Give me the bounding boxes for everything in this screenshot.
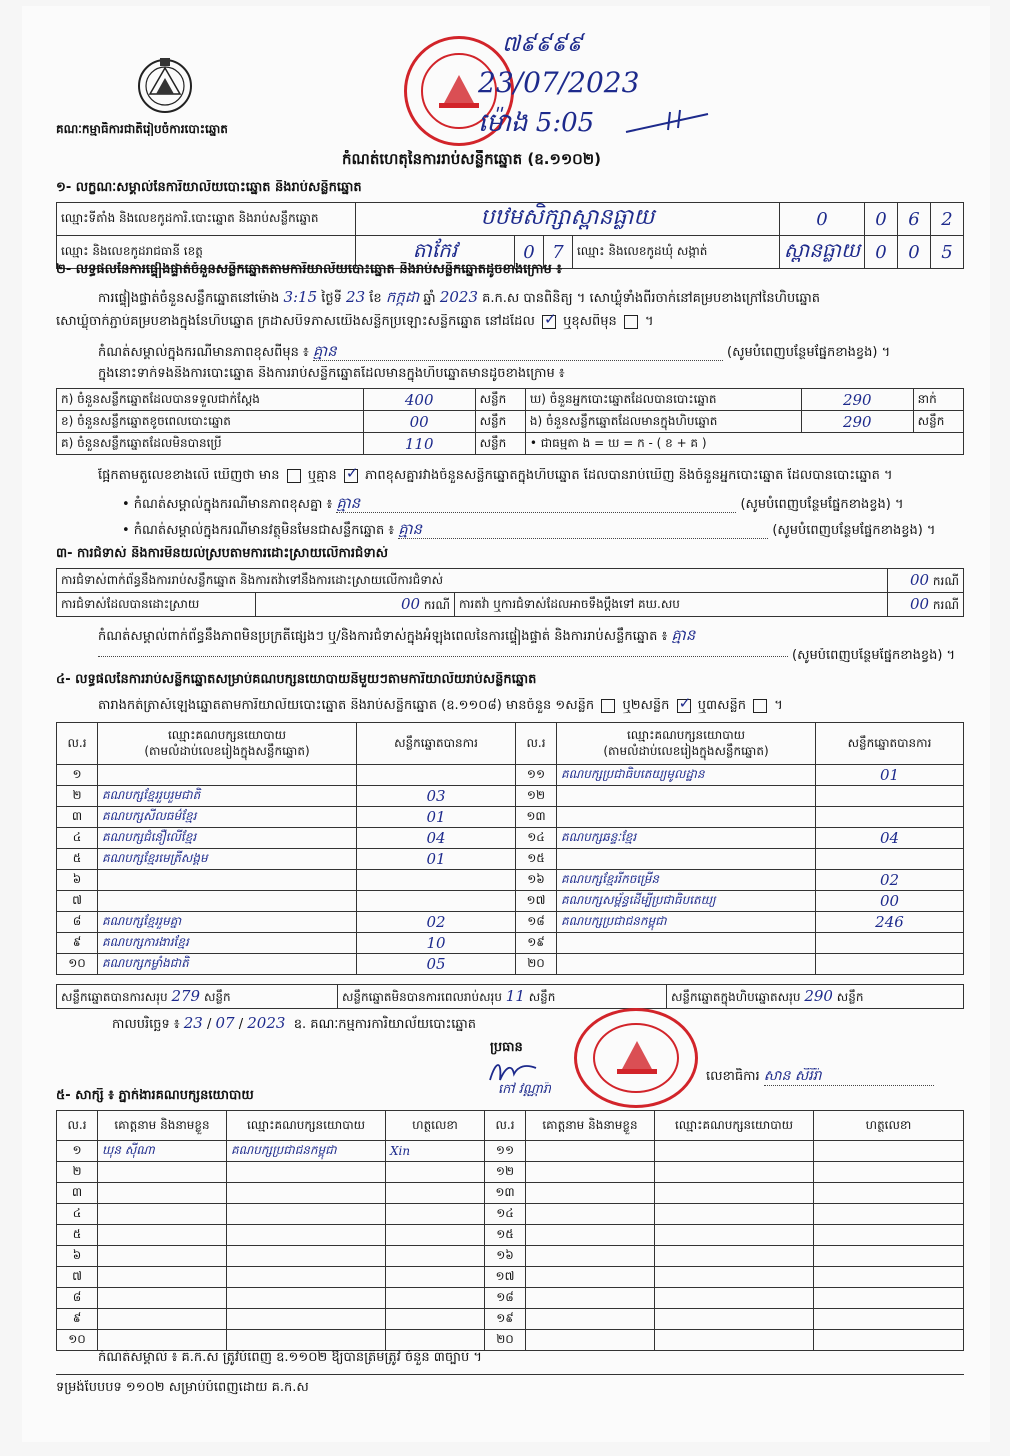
- witness-name: [526, 1246, 655, 1267]
- row-no: ៩: [57, 933, 98, 954]
- witness-party: [655, 1246, 814, 1267]
- row-no: ១០: [57, 954, 98, 975]
- row-no: ១៨: [516, 912, 557, 933]
- witness-name: [98, 1267, 227, 1288]
- witness-row: [57, 1330, 964, 1351]
- w-row-no: ១៤: [485, 1204, 526, 1225]
- party-name: [557, 807, 816, 828]
- witness-name: [526, 1141, 655, 1162]
- party-votes: 04: [816, 828, 964, 849]
- votes-row: [57, 786, 964, 807]
- party-votes: [816, 933, 964, 954]
- witness-party: [655, 1309, 814, 1330]
- row-no: ១៣: [516, 807, 557, 828]
- w-row-no: ៧: [57, 1267, 98, 1288]
- witness-sign: [814, 1309, 964, 1330]
- party-name: គណបក្សខ្មែររួមគ្នា: [98, 912, 357, 933]
- org-name: គណៈកម្មាធិការជាតិរៀបចំការបោះឆ្នោត: [56, 122, 228, 136]
- row2-code-b-3: 5: [931, 236, 964, 269]
- party-votes: 05: [357, 954, 516, 975]
- party-votes: [816, 807, 964, 828]
- witness-sign: [814, 1330, 964, 1351]
- section4-title: ៤- លទ្ធផលនៃការរាប់សន្លឹកឆ្នោតសម្រាប់គណបក្សនយោបាយនីមួយៗតាមការិយាល័យរាប់សន្លឹកឆ្នោត: [56, 672, 537, 687]
- witness-party: [227, 1309, 386, 1330]
- col-no-right: ល.រ: [516, 723, 557, 765]
- witness-row: [57, 1309, 964, 1330]
- row2-label: ឈ្មោះ និងលេខកូដរាជធានី ខេត្ត: [57, 236, 356, 269]
- row1-value: បឋមសិក្សាស្ពានធ្លាយ: [356, 203, 780, 236]
- objection-r2-label-b: ការតវ៉ា ឬការជំទាស់ដែលអាចទឹងប្ដឹងទៅ គឃ.សប: [455, 593, 888, 617]
- w-row-no: ៦: [57, 1246, 98, 1267]
- witness-name: [526, 1162, 655, 1183]
- party-name: គណបក្សសីលធម៌ខ្មែរ: [98, 807, 357, 828]
- witness-row: [57, 1225, 964, 1246]
- party-votes: 04: [357, 828, 516, 849]
- row1-code-2: 0: [865, 203, 898, 236]
- witness-sign: [814, 1246, 964, 1267]
- votes-body: [57, 765, 964, 975]
- section3-note-line: [98, 656, 788, 657]
- kha-value: 00: [363, 411, 475, 433]
- total-valid-cell: សន្លឹកឆ្នោតបានការសរុប 279 សន្លឹក: [57, 985, 338, 1009]
- witness-sign: [814, 1204, 964, 1225]
- w-row-no: ១: [57, 1141, 98, 1162]
- witness-party: [227, 1330, 386, 1351]
- w-row-no: ១០: [57, 1330, 98, 1351]
- note1-line: កំណត់សម្គាល់ក្នុងករណីមានភាពខុសពីមុន ៖ គ្មាន (សូមបំពេញបន្ថែមផ្នែកខាងខ្វង) ។: [98, 342, 891, 360]
- col-no: ល.រ: [57, 723, 98, 765]
- time-value: 3:15: [283, 288, 318, 306]
- party-name: គណបក្សសម្ព័ន្ធដើម្បីប្រជាធិបតេយ្យ: [557, 891, 816, 912]
- formula: • ជាធម្មតា ង = ឃ = ក - ( ខ + គ ): [525, 433, 963, 455]
- form-sheet: [22, 6, 990, 1442]
- party-name: គណបក្សការងារខ្មែរ: [98, 933, 357, 954]
- witness-party: [227, 1162, 386, 1183]
- party-votes: [357, 765, 516, 786]
- row2-label-b: ឈ្មោះ និងលេខកូដឃុំ សង្កាត់: [573, 236, 780, 269]
- witness-party: គណបក្សប្រជាជនកម្ពុជា: [227, 1141, 386, 1162]
- witness-name: ឃុន ស៊ីណា: [98, 1141, 227, 1162]
- nga-label: ង) ចំនួនសន្លឹកឆ្នោតដែលមានក្នុងហិបឆ្នោត: [525, 411, 801, 433]
- witness-sign: [386, 1309, 485, 1330]
- w-row-no: ៥: [57, 1225, 98, 1246]
- objection-r1-label: ការជំទាស់ពាក់ព័ន្ធនឹងការរាប់សន្លឹកឆ្នោត និងការតវ៉ាទៅនឹងការដោះស្រាយលើការជំទាស់: [57, 569, 888, 593]
- row-no: ១១: [516, 765, 557, 786]
- note3-line: • កំណត់សម្គាល់ក្នុងករណីមានវត្ថុមិនមែនជាសន្លឹកឆ្នោត ៖ គ្មាន (សូមបំពេញបន្ថែមផ្នែកខាងខ្វង) ។: [122, 520, 936, 538]
- col-party: ឈ្មោះគណបក្សនយោបាយ (តាមលំដាប់លេខរៀងក្នុងសន្លឹកឆ្នោត): [98, 723, 357, 765]
- witness-row: [57, 1204, 964, 1225]
- row-no: ១៧: [516, 891, 557, 912]
- witness-sign: [814, 1225, 964, 1246]
- objection-r1-cell: 00 ករណី: [888, 569, 964, 593]
- row-no: ១៥: [516, 849, 557, 870]
- w-row-no: ៨: [57, 1288, 98, 1309]
- witness-party: [655, 1225, 814, 1246]
- section3-fill-more: (សូមបំពេញបន្ថែមផ្នែកខាងខ្វង) ។: [792, 648, 956, 663]
- w-col-name-right: គោត្តនាម និងនាមខ្លួន: [526, 1111, 655, 1141]
- row1-label: ឈ្មោះទីតាំង និងលេខកូដការិ.បោះឆ្នោត និងរាប់សន្លឹកឆ្នោត: [57, 203, 356, 236]
- w-row-no: ១១: [485, 1141, 526, 1162]
- diff-no-checkbox[interactable]: ✓: [345, 468, 359, 482]
- row-no: ១២: [516, 786, 557, 807]
- witness-name: [98, 1309, 227, 1330]
- votes-row: [57, 933, 964, 954]
- votes-row: [57, 765, 964, 786]
- section5-title: ៥- សាក្សី ៖ ភ្នាក់ងារគណបក្សនយោបាយ: [56, 1088, 254, 1103]
- stamp-receipt-time: ម៉ោង 5:05: [478, 108, 595, 138]
- row2-code-2: 7: [544, 236, 573, 269]
- witness-party: [227, 1204, 386, 1225]
- witness-party: [655, 1204, 814, 1225]
- chair-label: ប្រធាន: [490, 1040, 523, 1055]
- stamp-receipt-number: ៧៩៩៩៩: [502, 32, 583, 57]
- row-no: ៦: [57, 870, 98, 891]
- party-name: [98, 765, 357, 786]
- witness-body: [57, 1141, 964, 1351]
- row-no: ៣: [57, 807, 98, 828]
- witness-row: [57, 1246, 964, 1267]
- secretary-name: សាន សិរីរ៉ា: [764, 1068, 934, 1086]
- ko-label: គ) ចំនួនសន្លឹកឆ្នោតដែលមិនបានប្រើ: [57, 433, 364, 455]
- note1-value: គ្មាន: [313, 342, 723, 361]
- witness-party: [227, 1288, 386, 1309]
- party-name: គណបក្សប្រជាធិបតេយ្យមូលដ្ឋាន: [557, 765, 816, 786]
- witness-sign: [386, 1330, 485, 1351]
- party-name: [557, 954, 816, 975]
- party-votes: 03: [357, 786, 516, 807]
- party-votes: 01: [357, 849, 516, 870]
- party-votes: 01: [357, 807, 516, 828]
- witness-sign: [814, 1162, 964, 1183]
- witness-row: [57, 1183, 964, 1204]
- one-sheet-checkbox[interactable]: [601, 699, 615, 713]
- note2-value: គ្មាន: [336, 494, 736, 513]
- party-name: គណបក្សជំនឿលើខ្មែរ: [98, 828, 357, 849]
- witness-party: [227, 1246, 386, 1267]
- w-col-party: ឈ្មោះគណបក្សនយោបាយ: [227, 1111, 386, 1141]
- objection-r2-label: ការជំទាស់ដែលបានដោះស្រាយ: [57, 593, 256, 617]
- party-name: គណបក្សឆន្ទៈខ្មែរ: [557, 828, 816, 849]
- votes-row: [57, 954, 964, 975]
- row-no: ២០: [516, 954, 557, 975]
- witness-table: [56, 1110, 964, 1351]
- witness-name: [98, 1183, 227, 1204]
- witness-name: [98, 1162, 227, 1183]
- col-votes-right: សន្លឹកឆ្នោតបានការ: [816, 723, 964, 765]
- witness-name: [98, 1246, 227, 1267]
- party-votes: [816, 954, 964, 975]
- unchanged-checkbox[interactable]: ✓: [543, 314, 557, 328]
- row-no: ២: [57, 786, 98, 807]
- section3-note: កំណត់សម្គាល់ពាក់ព័ន្ធនឹងភាពមិនប្រក្រតីផ្សេងៗ ឬ/និងការជំទាស់ក្នុងអំឡុងពេលនៃការផ្ទៀងផ្ទាត់ និងការរាប់សន្លឹកឆ្នោត ៖ គ្មាន: [98, 626, 696, 644]
- row-no: ៤: [57, 828, 98, 849]
- w-col-sign-right: ហត្ថលេខា: [814, 1111, 964, 1141]
- ka-value: 400: [363, 389, 475, 411]
- form-title: កំណត់ហេតុនៃការរាប់សន្លឹកឆ្នោត (ឧ.១១០២): [342, 150, 602, 168]
- witness-party: [655, 1162, 814, 1183]
- witness-sign: [386, 1204, 485, 1225]
- witness-row: [57, 1162, 964, 1183]
- w-row-no: ៣: [57, 1183, 98, 1204]
- row2-code-1: 0: [515, 236, 544, 269]
- witness-party: [655, 1330, 814, 1351]
- witness-sign: [386, 1267, 485, 1288]
- objection-table: ការជំទាស់ពាក់ព័ន្ធនឹងការរាប់សន្លឹកឆ្នោត និងការតវ៉ាទៅនឹងការដោះស្រាយលើការជំទាស់ 00 ករណី ការជំទាស់ដែលបានដោះស្រាយ 00 ករណី ការតវ៉ា ឬការជំទាស់ដែលអាចទឹងប្ដឹងទៅ គឃ.សប 00 ករណី: [56, 568, 964, 617]
- total-invalid-value: 11: [505, 986, 525, 1005]
- witness-sign: [386, 1225, 485, 1246]
- stamp-strike-icon: [622, 106, 712, 140]
- row2-value-b: ស្ពានធ្លាយ: [779, 236, 864, 269]
- w-row-no: ៤: [57, 1204, 98, 1225]
- col-votes: សន្លឹកឆ្នោតបានការ: [357, 723, 516, 765]
- chair-name: កៅ វណ្ណារ៉ា: [498, 1082, 552, 1097]
- party-name: គណបក្សខ្មែរមេត្រីសង្គម: [98, 849, 357, 870]
- w-col-sign: ហត្ថលេខា: [386, 1111, 485, 1141]
- witness-sign: [814, 1267, 964, 1288]
- votes-row: [57, 849, 964, 870]
- witness-row: [57, 1288, 964, 1309]
- party-name: [98, 870, 357, 891]
- objection-r1-value: 00: [910, 570, 930, 589]
- w-row-no: ២: [57, 1162, 98, 1183]
- row1-code-4: 2: [931, 203, 964, 236]
- votes-table: [56, 722, 964, 975]
- totals-table: [56, 984, 964, 1009]
- witness-name: [98, 1330, 227, 1351]
- ko-value: 110: [363, 433, 475, 455]
- w-row-no: ១២: [485, 1162, 526, 1183]
- footer-rule: [56, 1374, 964, 1375]
- party-name: [557, 786, 816, 807]
- row2-code-b-1: 0: [865, 236, 898, 269]
- row-no: ១៩: [516, 933, 557, 954]
- party-votes: 00: [816, 891, 964, 912]
- witness-party: [227, 1267, 386, 1288]
- witness-name: [98, 1204, 227, 1225]
- w-col-party-right: ឈ្មោះគណបក្សនយោបាយ: [655, 1111, 814, 1141]
- party-votes: 02: [357, 912, 516, 933]
- witness-name: [98, 1288, 227, 1309]
- row-no: ១៦: [516, 870, 557, 891]
- votes-row: [57, 828, 964, 849]
- stamp-receipt-date: 23/07/2023: [478, 66, 640, 99]
- witness-row: [57, 1141, 964, 1162]
- votes-row: [57, 912, 964, 933]
- w-row-no: ៩: [57, 1309, 98, 1330]
- changed-checkbox[interactable]: [624, 315, 638, 329]
- section4-intro: តារាងកត់ត្រាសំឡេងឆ្នោតតាមការិយាល័យបោះឆ្នោត និងរាប់សន្លឹកឆ្នោត (ឧ.១១០៨) មានចំនួន ១សន្លឹក ឬ២សន្លឹក ✓ ឬ៣សន្លឹក ។: [98, 698, 783, 713]
- total-valid-value: 279: [171, 986, 201, 1005]
- witness-sign: [386, 1162, 485, 1183]
- witness-sign: [386, 1288, 485, 1309]
- row1-code-3: 6: [898, 203, 931, 236]
- section2-para2: សោឃ្លុំចាក់ភ្ជាប់គម្របខាងក្នុងនៃហិបឆ្នោត ក្រដាសបិទភាសយើងសន្លឹកប្រឡោះសន្លឹកឆ្នោត នៅដដែល ✓ ឬខុសពីមុន ។: [56, 314, 654, 329]
- w-col-no-right: ល.រ: [485, 1111, 526, 1141]
- party-votes: 10: [357, 933, 516, 954]
- note3-value: គ្មាន: [398, 520, 768, 539]
- section2-para1: ការផ្ទៀងផ្ទាត់ចំនួនសន្លឹកឆ្នោតនៅម៉ោង 3:15 ថ្ងៃទី 23 ខែ កក្កដា ឆ្នាំ 2023 គ.ក.ស បានពិនិត្យ ។ សោឃ្លុំទាំងពីរចាក់នៅគម្របខាងក្រៅនៃហិបឆ្នោត: [98, 288, 821, 306]
- party-votes: [816, 786, 964, 807]
- gha-value: 290: [801, 389, 913, 411]
- witness-name: [526, 1225, 655, 1246]
- witness-party: [227, 1225, 386, 1246]
- w-col-name: គោត្តនាម និងនាមខ្លួន: [98, 1111, 227, 1141]
- party-name: គណបក្សប្រជាជនកម្ពុជា: [557, 912, 816, 933]
- votes-row: [57, 891, 964, 912]
- witness-sign: [814, 1183, 964, 1204]
- secretary-line: លេខាធិការ សាន សិរីរ៉ា: [706, 1068, 934, 1086]
- nga-value: 290: [801, 411, 913, 433]
- note2-line: • កំណត់សម្គាល់ក្នុងករណីមានភាពខុសគ្នា ៖ គ្មាន (សូមបំពេញបន្ថែមផ្នែកខាងខ្វង) ។: [122, 494, 904, 512]
- party-name: [557, 933, 816, 954]
- w-row-no: ១៦: [485, 1246, 526, 1267]
- section2-title: ២- លទ្ធផលនៃការផ្ទៀងផ្ទាត់ចំនួនសន្លឹកឆ្នោតតាមការិយាល័យបោះឆ្នោត និងរាប់សន្លឹកឆ្នោតដូចខាងក្រោម ៖: [56, 262, 562, 277]
- w-row-no: ១៥: [485, 1225, 526, 1246]
- w-row-no: ១៩: [485, 1309, 526, 1330]
- witness-party: [655, 1288, 814, 1309]
- diff-yes-checkbox[interactable]: [287, 469, 301, 483]
- row1-code-1: 0: [779, 203, 864, 236]
- party-name: គណបក្សខ្មែររួបរួមជាតិ: [98, 786, 357, 807]
- witness-party: [655, 1183, 814, 1204]
- witness-name: [526, 1309, 655, 1330]
- objection-r2-value-b: 00: [910, 594, 930, 613]
- party-name: [557, 849, 816, 870]
- party-votes: [357, 870, 516, 891]
- witness-sign: [386, 1183, 485, 1204]
- total-box-value: 290: [804, 986, 833, 1005]
- witness-name: [98, 1225, 227, 1246]
- party-name: [98, 891, 357, 912]
- witness-party: [227, 1183, 386, 1204]
- votes-row: [57, 807, 964, 828]
- row2-value: តាកែវ: [356, 236, 515, 269]
- row-no: ១: [57, 765, 98, 786]
- objection-r2-value: 00: [401, 594, 421, 613]
- witness-sign: [386, 1246, 485, 1267]
- witness-name: [526, 1183, 655, 1204]
- witness-party: [655, 1267, 814, 1288]
- section2-intro: ក្នុងនោះទាក់ទងនឹងការបោះឆ្នោត និងការរាប់សន្លឹកឆ្នោតដែលមានក្នុងហិបឆ្នោតមានដូចខាងក្រោម ៖: [98, 366, 565, 381]
- signing-date: កាលបរិច្ឆេទ ៖ 23 / 07 / 2023 ឧ. គណៈកម្មការការិយាល័យបោះឆ្នោត: [112, 1014, 477, 1032]
- witness-party: [655, 1141, 814, 1162]
- witness-name: [526, 1330, 655, 1351]
- footer-text: ទម្រង់បែបបទ ១១០២ សម្រាប់បំពេញដោយ គ.ក.ស: [56, 1380, 309, 1395]
- total-invalid-cell: សន្លឹកឆ្នោតមិនបានការពេលរាប់សរុប 11 សន្លឹក: [338, 985, 667, 1009]
- result-line: ផ្អែកតាមតួលេខខាងលើ ឃើញថា មាន ឬគ្មាន ✓ ភាពខុសគ្នារវាងចំនួនសន្លឹកឆ្នោតក្នុងហិបឆ្នោត ដែលបានរាប់ឃើញ និងចំនួនអ្នកបោះឆ្នោត ដែលបានបោះឆ្នោត ។: [98, 468, 893, 483]
- year-value: 2023: [439, 288, 478, 306]
- party-votes: 02: [816, 870, 964, 891]
- party-votes: [357, 891, 516, 912]
- month-value: កក្កដា: [385, 288, 420, 306]
- witness-row: [57, 1267, 964, 1288]
- w-row-no: ១៨: [485, 1288, 526, 1309]
- w-row-no: ២០: [485, 1330, 526, 1351]
- row-no: ៧: [57, 891, 98, 912]
- witness-name: [526, 1288, 655, 1309]
- party-name: គណបក្សកម្លាំងជាតិ: [98, 954, 357, 975]
- three-sheet-checkbox[interactable]: [753, 699, 767, 713]
- w-row-no: ១៧: [485, 1267, 526, 1288]
- party-votes: 246: [816, 912, 964, 933]
- votes-row: [57, 870, 964, 891]
- witness-name: [526, 1204, 655, 1225]
- col-party-right: ឈ្មោះគណបក្សនយោបាយ (តាមលំដាប់លេខរៀងក្នុងសន្លឹកឆ្នោត): [557, 723, 816, 765]
- w-col-no: ល.រ: [57, 1111, 98, 1141]
- party-votes: 01: [816, 765, 964, 786]
- row-no: ៥: [57, 849, 98, 870]
- witness-sign: Xin: [386, 1141, 485, 1162]
- kha-label: ខ) ចំនួនសន្លឹកឆ្នោតខូចពេលបោះឆ្នោត: [57, 411, 364, 433]
- witness-sign: [814, 1288, 964, 1309]
- day-value: 23: [346, 288, 366, 306]
- ka-label: ក) ចំនួនសន្លឹកឆ្នោតដែលបានទទួលជាក់ស្ដែង: [57, 389, 364, 411]
- nec-logo-icon: [136, 54, 194, 116]
- section1-table: [56, 202, 964, 269]
- total-box-cell: សន្លឹកឆ្នោតក្នុងហិបឆ្នោតសរុប 290 សន្លឹក: [667, 985, 964, 1009]
- witness-sign: [814, 1141, 964, 1162]
- w-row-no: ១៣: [485, 1183, 526, 1204]
- official-stamp-bottom: [574, 1008, 698, 1108]
- gha-label: ឃ) ចំនួនអ្នកបោះឆ្នោតដែលបានបោះឆ្នោត: [525, 389, 801, 411]
- row-no: ១៤: [516, 828, 557, 849]
- section3-title: ៣- ការជំទាស់ និងការមិនយល់ស្របតាមការដោះស្រាយលើការជំទាស់: [56, 546, 388, 561]
- footnote: កំណត់សម្គាល់ ៖ គ.ក.ស ត្រូវបំពេញ ឧ.១១០២ ឱ្យបានត្រឹមត្រូវ ចំនួន ៣ច្បាប់ ។: [98, 1350, 482, 1365]
- row-no: ៨: [57, 912, 98, 933]
- two-sheet-checkbox[interactable]: ✓: [678, 698, 692, 712]
- count-table: ក) ចំនួនសន្លឹកឆ្នោតដែលបានទទួលជាក់ស្ដែង 400 សន្លឹក ឃ) ចំនួនអ្នកបោះឆ្នោតដែលបានបោះឆ្នោត 290 នាក់ ខ) ចំនួនសន្លឹកឆ្នោតខូចពេលបោះឆ្នោត 00 សន្លឹក ង) ចំនួនសន្លឹកឆ្នោតដែលមានក្នុងហិបឆ្នោត 290 សន្លឹក គ) ចំនួនសន្លឹកឆ្នោតដែលមិនបានប្រើ 110 សន្លឹក • ជាធម្មតា ង = ឃ = ក - ( ខ + គ ): [56, 388, 964, 455]
- witness-name: [526, 1267, 655, 1288]
- party-name: គណបក្សខ្មែររីកចម្រើន: [557, 870, 816, 891]
- party-votes: [816, 849, 964, 870]
- section1-title: ១- លក្ខណៈសម្គាល់នៃការិយាល័យបោះឆ្នោត និងរាប់សន្លឹកឆ្នោត: [56, 180, 362, 195]
- row2-code-b-2: 0: [898, 236, 931, 269]
- section3-note-value: គ្មាន: [671, 626, 696, 644]
